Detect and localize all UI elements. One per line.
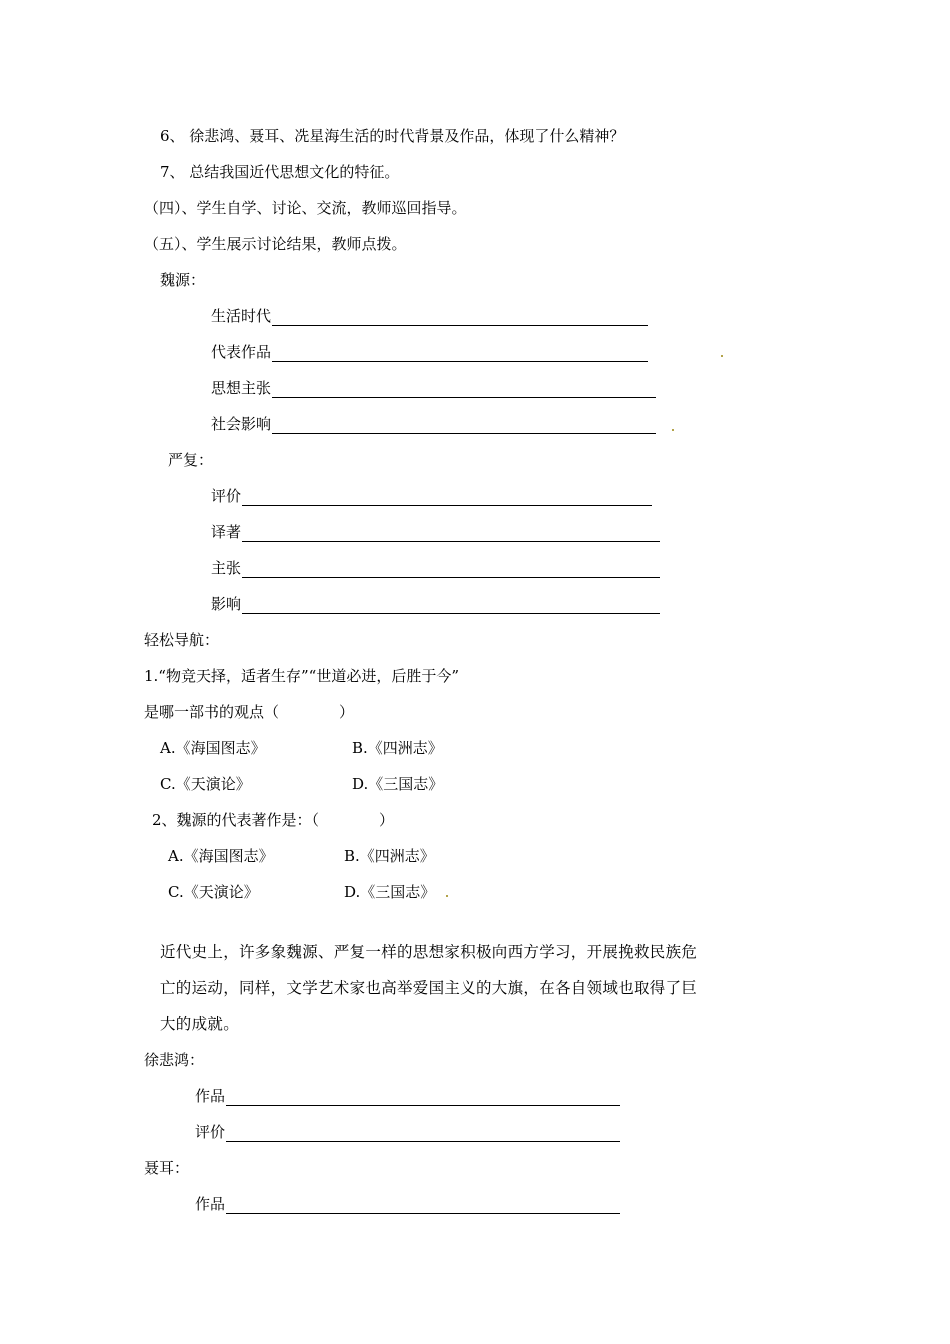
- field-label: 代表作品: [211, 343, 272, 361]
- field-label: 影响: [211, 595, 242, 613]
- yanfu-influence-field[interactable]: [211, 594, 660, 614]
- weiyuan-heading: 魏源：: [160, 271, 206, 289]
- field-label: 生活时代: [211, 307, 272, 325]
- q2-option-a[interactable]: A.《海国图志》: [168, 847, 274, 865]
- nieer-heading: 聂耳：: [144, 1159, 190, 1177]
- weiyuan-life-era-field[interactable]: [211, 306, 648, 326]
- fill-blank-line[interactable]: [272, 346, 648, 362]
- scan-speck: [672, 429, 674, 431]
- fill-blank-line[interactable]: [226, 1126, 620, 1142]
- q1-option-d[interactable]: D.《三国志》: [352, 775, 444, 793]
- field-label: 评价: [211, 487, 242, 505]
- intro-paragraph: 近代史上，许多象魏源、严复一样的思想家积极向西方学习，开展挽救民族危亡的运动，同样，文学艺术家也高举爱国主义的大旗，在各自领域也取得了巨大的成就。: [160, 943, 698, 1033]
- step-5: （五）、学生展示讨论结果，教师点拨。: [144, 235, 407, 253]
- q1-option-b[interactable]: B.《四洲志》: [352, 739, 443, 757]
- fill-blank-line[interactable]: [272, 310, 648, 326]
- q2-stem: 2、魏源的代表著作是：（ ）: [152, 811, 395, 829]
- q1-option-c[interactable]: C.《天演论》: [160, 775, 251, 793]
- fill-blank-line[interactable]: [272, 382, 656, 398]
- weiyuan-ideas-field[interactable]: [211, 378, 656, 398]
- q1-stem-line2: 是哪一部书的观点（ ）: [144, 703, 355, 721]
- q1-stem-line1: 1.“物竞天择，适者生存”“世道必进，后胜于今”: [144, 667, 459, 685]
- field-label: 主张: [211, 559, 242, 577]
- yanfu-translations-field[interactable]: [211, 522, 660, 542]
- nieer-works-field[interactable]: [195, 1194, 620, 1214]
- q1-option-a[interactable]: A.《海国图志》: [160, 739, 266, 757]
- field-label: 社会影响: [211, 415, 272, 433]
- fill-blank-line[interactable]: [242, 562, 660, 578]
- field-label: 译著: [211, 523, 242, 541]
- fill-blank-line[interactable]: [242, 526, 660, 542]
- xubeihong-evaluation-field[interactable]: [195, 1122, 620, 1142]
- fill-blank-line[interactable]: [226, 1198, 620, 1214]
- question-7: 7、 总结我国近代思想文化的特征。: [160, 163, 400, 181]
- fill-blank-line[interactable]: [272, 418, 656, 434]
- field-label: 作品: [195, 1087, 226, 1105]
- q2-option-d[interactable]: D.《三国志》: [344, 883, 436, 901]
- scan-speck: [446, 895, 448, 897]
- yanfu-evaluation-field[interactable]: [211, 486, 652, 506]
- fill-blank-line[interactable]: [226, 1090, 620, 1106]
- question-6: 6、 徐悲鸿、聂耳、冼星海生活的时代背景及作品，体现了什么精神？: [160, 127, 625, 145]
- step-4: （四）、学生自学、讨论、交流，教师巡回指导。: [144, 199, 467, 217]
- scan-speck: [721, 355, 723, 357]
- q2-option-b[interactable]: B.《四洲志》: [344, 847, 435, 865]
- field-label: 评价: [195, 1123, 226, 1141]
- weiyuan-works-field[interactable]: [211, 342, 648, 362]
- q2-option-c[interactable]: C.《天演论》: [168, 883, 259, 901]
- field-label: 思想主张: [211, 379, 272, 397]
- fill-blank-line[interactable]: [242, 598, 660, 614]
- yanfu-ideas-field[interactable]: [211, 558, 660, 578]
- weiyuan-influence-field[interactable]: [211, 414, 656, 434]
- yanfu-heading: 严复：: [168, 451, 214, 469]
- navigation-heading: 轻松导航：: [144, 631, 220, 649]
- field-label: 作品: [195, 1195, 226, 1213]
- fill-blank-line[interactable]: [242, 490, 652, 506]
- xubeihong-works-field[interactable]: [195, 1086, 620, 1106]
- xubeihong-heading: 徐悲鸿：: [144, 1051, 205, 1069]
